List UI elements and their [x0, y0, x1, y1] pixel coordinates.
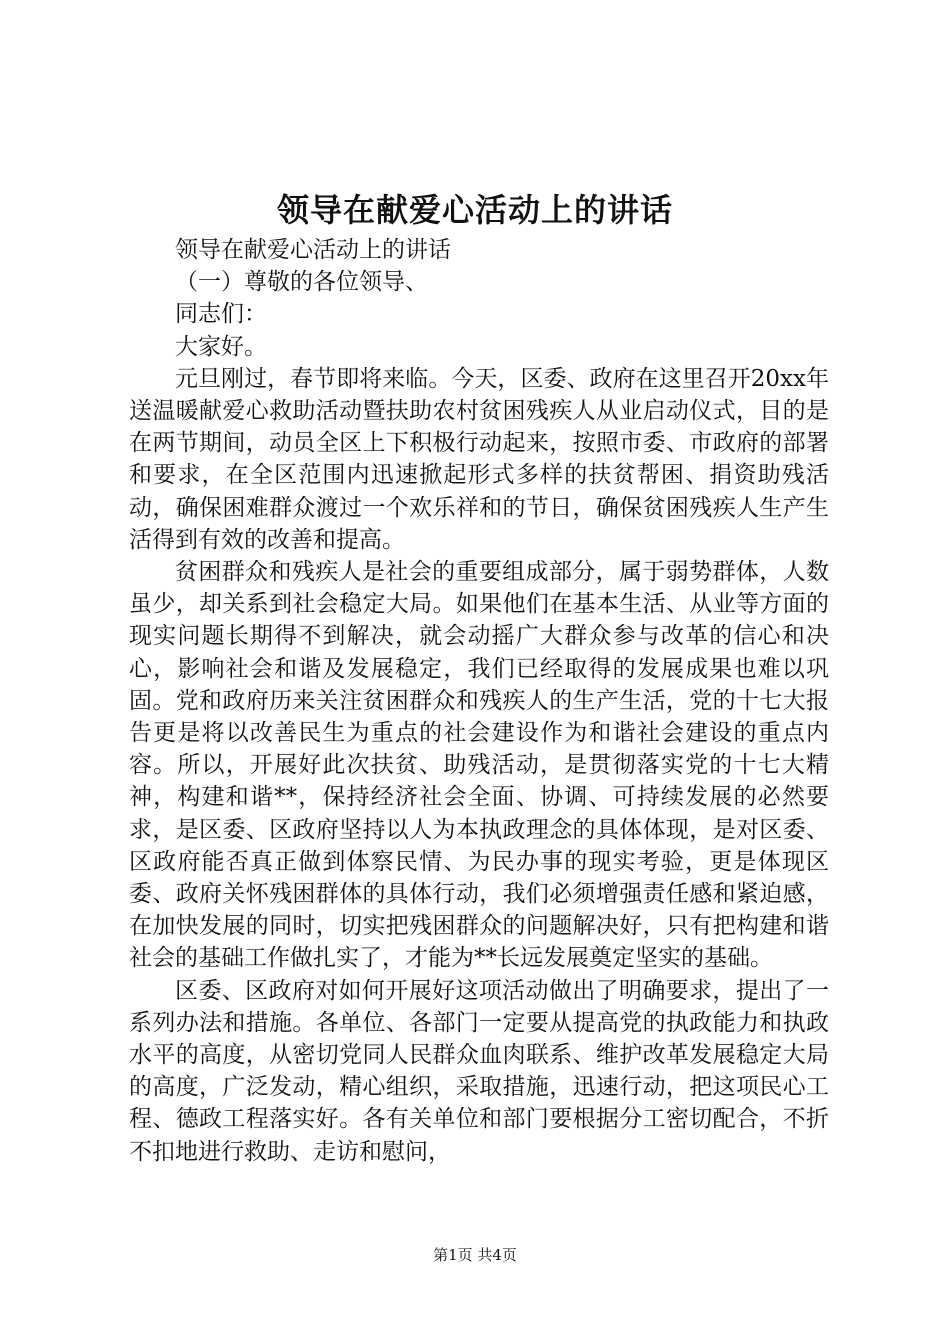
greeting-line: 大家好。 [175, 333, 267, 360]
salutation-line: （一）尊敬的各位领导、 [175, 269, 428, 296]
subtitle-line: 领导在献爱心活动上的讲话 [175, 237, 451, 263]
body-paragraph: 贫困群众和残疾人是社会的重要组成部分，属于弱势群体，人数虽少，却关系到社会稳定大局。如果他们在基本生活、从业等方面的现实问题长期得不到解决，就会动摇广大群众参与改革的信心和决心，影响社会和谐及发展稳定，我们已经取得的发展成果也难以巩固。党和政府历来关注贫困群众和残疾人的生产生活，党的十七大报告更是将以改善民生为重点的社会建设作为和谐社会建设的重点内容。所以，开展好此次扶贫、助残活动，是贯彻落实党的十七大精神，构建和谐**，保持经济社会全面、协调、可持续发展的必然要求，是区委、区政府坚持以人为本执政理念的具体体现，是对区委、区政府能否真正做到体察民情、为民办事的现实考验，更是体现区委、政府关怀残困群体的具体行动，我们必须增强责任感和紧迫感，在加快发展的同时，切实把残困群众的问题解决好，只有把构建和谐社会的基础工作做扎实了，才能为**长远发展奠定坚实的基础。 [129, 559, 829, 972]
page-footer: 第1页 共4页 [433, 1246, 517, 1264]
document-body [129, 234, 829, 1168]
body-paragraph: 区委、区政府对如何开展好这项活动做出了明确要求，提出了一系列办法和措施。各单位、各部门一定要从提高党的执政能力和执政水平的高度，从密切党同人民群众血肉联系、维护改革发展稳定大局的高度，广泛发动，精心组织，采取措施，迅速行动，把这项民心工程、德政工程落实好。各有关单位和部门要根据分工密切配合，不折不扣地进行救助、走访和慰问， [129, 977, 829, 1165]
body-paragraph: 元旦刚过，春节即将来临。今天，区委、政府在这里召开20xx年送温暖献爱心救助活动暨扶助农村贫困残疾人从业启动仪式，目的是在两节期间，动员全区上下积极行动起来，按照市委、市政府的部署和要求，在全区范围内迅速掀起形式多样的扶贫帮困、捐资助残活动，确保困难群众渡过一个欢乐祥和的节日，确保贫困残疾人生产生活得到有效的改善和提高。 [129, 365, 829, 553]
salutation-line: 同志们： [175, 301, 267, 328]
document-title: 领导在献爱心活动上的讲话 [276, 191, 673, 229]
